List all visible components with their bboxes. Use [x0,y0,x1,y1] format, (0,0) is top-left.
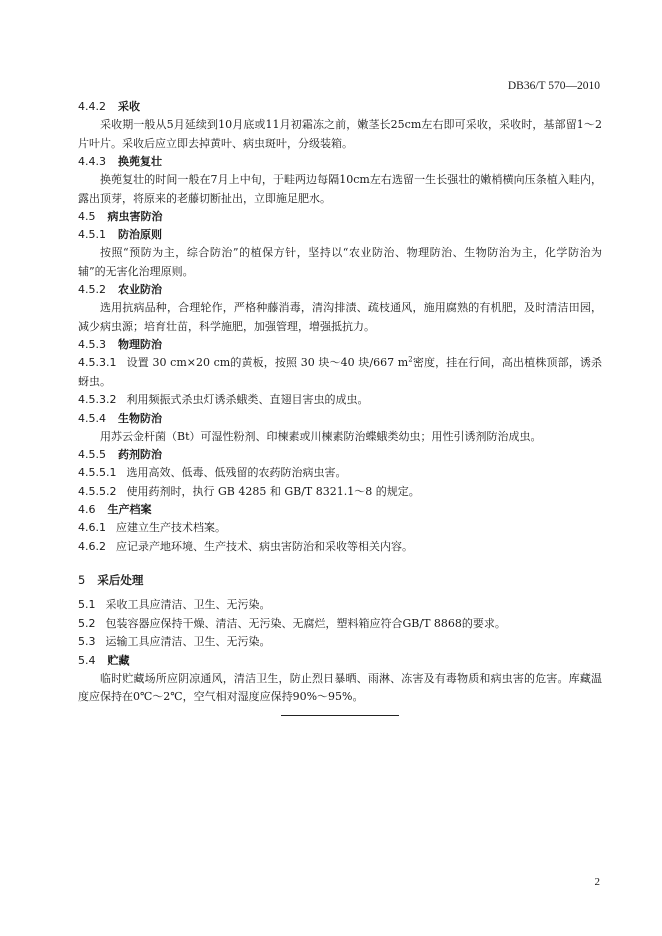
clause-number: 4.6.2 [78,539,106,553]
clause-number: 4.6.1 [78,521,106,534]
clause-5-1 [78,596,602,615]
spacer [78,556,602,570]
section-title: 生物防治 [118,411,162,425]
section-number: 4.5.5 [78,448,106,461]
section-4-5-1-heading [78,226,602,244]
clause-4-6-2 [78,538,602,557]
section-title: 农业防治 [118,283,162,296]
document-body [78,98,602,716]
section-4-5-2-body: 选用抗病品种，合理轮作，严格种藤消毒，清沟排渍、疏枝通风，施用腐熟的有机肥，及时清洁田园，减少病虫源；培育壮苗，科学施肥，加强管理，增强抵抗力。 [78,301,602,333]
section-4-5-4-body: 用苏云金杆菌（Bt）可湿性粉剂、印楝素或川楝素防治蝶蛾类幼虫；用性引诱剂防治成虫。 [100,429,542,443]
section-4-5-heading [78,208,602,226]
clause-text: 包装容器应保持干燥、清洁、无污染、无腐烂，塑料箱应符合GB/T 8868的要求。 [105,616,506,630]
section-4-5-3-heading [78,336,602,354]
clause-text: 运输工具应清洁、卫生、无污染。 [105,635,271,648]
section-4-4-3-heading [78,153,602,171]
section-title: 物理防治 [118,338,162,351]
section-number: 4.6 [78,503,96,516]
clause-text-part: 密度，挂在行间，高出植株顶部，诱杀蚜虫。 [78,356,603,388]
clause-number: 5.3 [78,635,96,648]
section-4-4-2-heading [78,98,602,116]
page-number: 2 [594,876,600,888]
clause-4-5-5-2 [78,483,602,502]
section-title: 药剂防治 [118,448,162,461]
clause-text: 采收工具应清洁、卫生、无污染。 [105,598,271,611]
section-4-6-heading [78,501,602,519]
chapter-title: 采后处理 [97,573,144,587]
clause-text: 应建立生产技术档案。 [116,521,226,534]
section-number: 4.4.3 [78,155,106,168]
section-4-4-3-body: 换蔸复壮的时间一般在7月上中旬，于畦两边每隔10cm左右选留一生长强壮的嫩梢横向压条植入畦内，露出顶芽，将原来的老藤切断扯出，立即施足肥水。 [78,173,602,205]
clause-number: 4.5.5.1 [78,466,117,479]
section-number: 4.5.2 [78,283,106,296]
section-title: 病虫害防治 [107,210,163,223]
clause-4-5-3-2 [78,391,602,410]
section-4-4-2-body: 采收期一般从5月延续到10月底或11月初霜冻之前，嫩茎长25cm左右即可采收，采收时，基部留1～2片叶片。采收后应立即去掉黄叶、病虫斑叶，分级装箱。 [78,118,602,150]
section-title: 生产档案 [107,503,152,516]
section-number: 4.5.3 [78,338,106,351]
clause-number: 5.1 [78,598,96,611]
section-number: 4.4.2 [78,100,106,113]
clause-text: 使用药剂时，执行 GB 4285 和 GB/T 8321.1～8 的规定。 [126,484,420,498]
clause-text [78,356,602,388]
clause-number: 4.5.3.2 [78,393,117,406]
chapter-number: 5 [78,573,86,587]
section-number: 4.5.1 [78,228,106,241]
section-5-4-heading [78,652,602,670]
clause-text: 选用高效、低毒、低残留的农药防治病虫害。 [126,466,347,479]
section-5-4-body: 临时贮藏场所应阴凉通风，清洁卫生，防止烈日暴晒、雨淋、冻害及有毒物质和病虫害的危害。库藏温度应保持在0℃～2℃，空气相对湿度应保持90%～95%。 [78,671,602,703]
chapter-5-heading [78,570,602,590]
clause-text: 利用频振式杀虫灯诱杀蛾类、直翅目害虫的成虫。 [126,393,369,406]
clause-number: 4.5.5.2 [78,484,117,498]
end-rule [281,715,399,716]
section-number: 4.5.4 [78,411,106,425]
section-title: 贮藏 [107,653,130,667]
clause-4-5-5-1 [78,464,602,483]
section-4-5-5-heading [78,446,602,464]
section-number: 4.5 [78,210,96,223]
clause-5-2 [78,615,602,634]
clause-number: 4.5.3.1 [78,356,117,369]
superscript: 2 [408,355,413,364]
clause-text-part: 设置 30 cm×20 cm的黄板，按照 30 块～40 块/667 m [126,356,409,369]
section-4-5-2-heading [78,281,602,299]
clause-text: 应记录产地环境、生产技术、病虫害防治和采收等相关内容。 [116,539,413,553]
section-4-5-1-body: 按照“预防为主，综合防治”的植保方针，坚持以“农业防治、物理防治、生物防治为主，化学防治为辅”的无害化治理原则。 [78,246,602,278]
section-title: 换蔸复壮 [118,155,162,168]
clause-5-3 [78,633,602,652]
clause-4-6-1 [78,519,602,538]
standard-code: DB36/T 570—2010 [507,80,600,92]
section-number: 5.4 [78,653,96,667]
section-title: 采收 [118,100,140,113]
clause-4-5-3-1 [78,354,602,391]
clause-number: 5.2 [78,616,96,630]
section-4-5-4-heading [78,410,602,428]
section-title: 防治原则 [118,228,162,241]
